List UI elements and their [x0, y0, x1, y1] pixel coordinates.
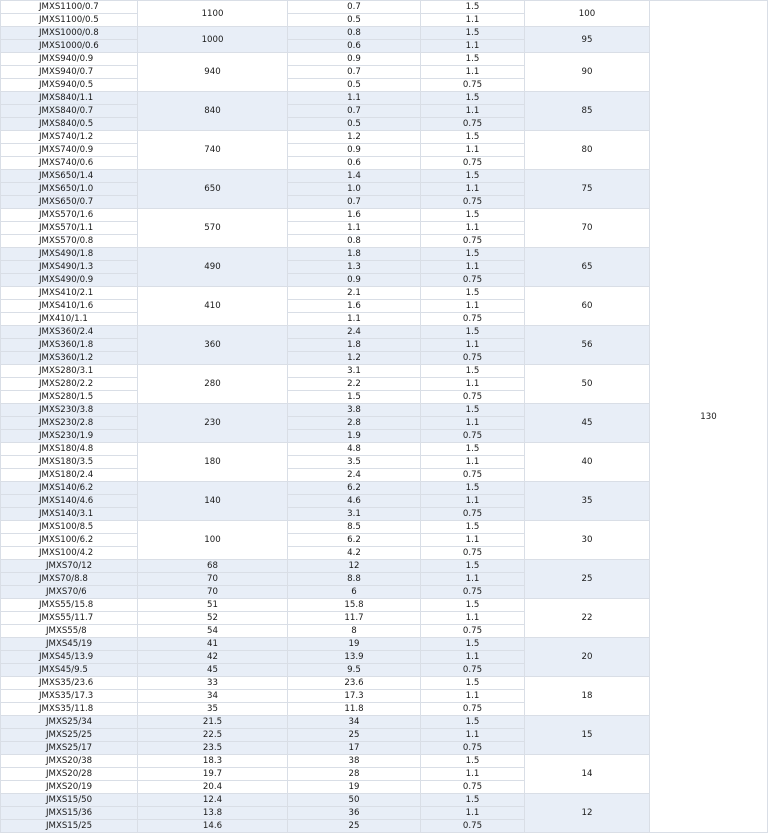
col3-cell: 2.4	[288, 326, 421, 339]
col4-cell: 1.5	[421, 482, 525, 495]
model-cell: JMXS45/19	[1, 638, 138, 651]
col3-cell: 15.8	[288, 599, 421, 612]
col4-cell: 1.5	[421, 794, 525, 807]
col4-cell: 1.5	[421, 27, 525, 40]
col4-cell: 1.1	[421, 495, 525, 508]
col2-cell: 360	[138, 326, 288, 365]
col2-cell: 45	[138, 664, 288, 677]
col4-cell: 1.1	[421, 222, 525, 235]
model-cell: JMXS940/0.5	[1, 79, 138, 92]
model-cell: JMXS1000/0.8	[1, 27, 138, 40]
col5-cell: 70	[525, 209, 650, 248]
col3-cell: 0.9	[288, 53, 421, 66]
col3-cell: 0.5	[288, 79, 421, 92]
col3-cell: 1.8	[288, 339, 421, 352]
model-cell: JMXS35/23.6	[1, 677, 138, 690]
col3-cell: 2.4	[288, 469, 421, 482]
model-cell: JMXS140/6.2	[1, 482, 138, 495]
col2-cell: 13.8	[138, 807, 288, 820]
col3-cell: 17	[288, 742, 421, 755]
col2-cell: 23.5	[138, 742, 288, 755]
model-cell: JMXS410/1.6	[1, 300, 138, 313]
col4-cell: 0.75	[421, 508, 525, 521]
col3-cell: 23.6	[288, 677, 421, 690]
col3-cell: 0.7	[288, 1, 421, 14]
col2-cell: 940	[138, 53, 288, 92]
col4-cell: 0.75	[421, 742, 525, 755]
model-cell: JMXS140/3.1	[1, 508, 138, 521]
col3-cell: 8.8	[288, 573, 421, 586]
model-cell: JMXS140/4.6	[1, 495, 138, 508]
col3-cell: 1.1	[288, 313, 421, 326]
col2-cell: 410	[138, 287, 288, 326]
col2-cell: 54	[138, 625, 288, 638]
col4-cell: 0.75	[421, 391, 525, 404]
col4-cell: 0.75	[421, 469, 525, 482]
col4-cell: 1.1	[421, 534, 525, 547]
col4-cell: 1.1	[421, 144, 525, 157]
col3-cell: 0.9	[288, 274, 421, 287]
model-cell: JMXS280/3.1	[1, 365, 138, 378]
col4-cell: 0.75	[421, 625, 525, 638]
col4-cell: 1.1	[421, 807, 525, 820]
col4-cell: 1.5	[421, 131, 525, 144]
model-cell: JMXS1100/0.5	[1, 14, 138, 27]
col2-cell: 12.4	[138, 794, 288, 807]
model-cell: JMXS35/11.8	[1, 703, 138, 716]
model-cell: JMXS20/28	[1, 768, 138, 781]
model-cell: JMXS650/1.0	[1, 183, 138, 196]
col2-cell: 1000	[138, 27, 288, 53]
col4-cell: 1.1	[421, 768, 525, 781]
col3-cell: 1.0	[288, 183, 421, 196]
model-cell: JMXS360/2.4	[1, 326, 138, 339]
col2-cell: 42	[138, 651, 288, 664]
col3-cell: 12	[288, 560, 421, 573]
col4-cell: 1.1	[421, 417, 525, 430]
model-cell: JMX410/1.1	[1, 313, 138, 326]
col3-cell: 2.8	[288, 417, 421, 430]
col4-cell: 1.5	[421, 755, 525, 768]
col4-cell: 1.1	[421, 456, 525, 469]
col2-cell: 41	[138, 638, 288, 651]
col4-cell: 0.75	[421, 586, 525, 599]
col3-cell: 34	[288, 716, 421, 729]
col2-cell: 1100	[138, 1, 288, 27]
model-cell: JMXS35/17.3	[1, 690, 138, 703]
col3-cell: 1.5	[288, 391, 421, 404]
side-value-cell: 130	[650, 1, 768, 833]
col5-cell: 25	[525, 560, 650, 599]
col5-cell: 100	[525, 1, 650, 27]
model-cell: JMXS650/1.4	[1, 170, 138, 183]
col3-cell: 0.7	[288, 66, 421, 79]
col2-cell: 22.5	[138, 729, 288, 742]
col3-cell: 1.1	[288, 92, 421, 105]
model-cell: JMXS840/1.1	[1, 92, 138, 105]
model-cell: JMXS20/19	[1, 781, 138, 794]
col3-cell: 2.2	[288, 378, 421, 391]
col2-cell: 21.5	[138, 716, 288, 729]
col3-cell: 4.2	[288, 547, 421, 560]
col4-cell: 1.1	[421, 612, 525, 625]
col3-cell: 1.2	[288, 352, 421, 365]
col3-cell: 3.5	[288, 456, 421, 469]
col4-cell: 1.1	[421, 40, 525, 53]
col3-cell: 0.8	[288, 27, 421, 40]
model-cell: JMXS740/0.6	[1, 157, 138, 170]
spec-table-body	[1, 1, 768, 833]
col3-cell: 13.9	[288, 651, 421, 664]
col4-cell: 1.5	[421, 404, 525, 417]
col2-cell: 840	[138, 92, 288, 131]
col2-cell: 18.3	[138, 755, 288, 768]
col3-cell: 0.8	[288, 235, 421, 248]
col4-cell: 1.5	[421, 560, 525, 573]
model-cell: JMXS45/9.5	[1, 664, 138, 677]
col5-cell: 40	[525, 443, 650, 482]
col4-cell: 1.5	[421, 677, 525, 690]
col4-cell: 0.75	[421, 547, 525, 560]
model-cell: JMXS180/4.8	[1, 443, 138, 456]
model-cell: JMXS940/0.9	[1, 53, 138, 66]
col3-cell: 1.6	[288, 300, 421, 313]
model-cell: JMXS840/0.5	[1, 118, 138, 131]
col3-cell: 1.1	[288, 222, 421, 235]
col2-cell: 180	[138, 443, 288, 482]
model-cell: JMXS100/4.2	[1, 547, 138, 560]
col3-cell: 0.5	[288, 14, 421, 27]
model-cell: JMXS100/6.2	[1, 534, 138, 547]
col3-cell: 36	[288, 807, 421, 820]
col4-cell: 1.1	[421, 105, 525, 118]
model-cell: JMXS570/1.6	[1, 209, 138, 222]
col4-cell: 0.75	[421, 781, 525, 794]
col5-cell: 12	[525, 794, 650, 833]
col5-cell: 65	[525, 248, 650, 287]
model-cell: JMXS15/50	[1, 794, 138, 807]
col2-cell: 35	[138, 703, 288, 716]
model-cell: JMXS490/1.8	[1, 248, 138, 261]
col5-cell: 90	[525, 53, 650, 92]
col4-cell: 0.75	[421, 352, 525, 365]
model-cell: JMXS15/36	[1, 807, 138, 820]
col5-cell: 80	[525, 131, 650, 170]
col4-cell: 1.5	[421, 443, 525, 456]
col3-cell: 1.2	[288, 131, 421, 144]
model-cell: JMXS20/38	[1, 755, 138, 768]
model-cell: JMXS840/0.7	[1, 105, 138, 118]
col3-cell: 1.9	[288, 430, 421, 443]
col5-cell: 15	[525, 716, 650, 755]
col3-cell: 0.7	[288, 196, 421, 209]
col3-cell: 3.8	[288, 404, 421, 417]
col4-cell: 1.1	[421, 261, 525, 274]
col4-cell: 1.1	[421, 378, 525, 391]
col2-cell: 20.4	[138, 781, 288, 794]
col2-cell: 68	[138, 560, 288, 573]
col5-cell: 60	[525, 287, 650, 326]
col4-cell: 0.75	[421, 313, 525, 326]
col5-cell: 30	[525, 521, 650, 560]
col2-cell: 34	[138, 690, 288, 703]
col3-cell: 8.5	[288, 521, 421, 534]
col4-cell: 1.5	[421, 716, 525, 729]
col2-cell: 140	[138, 482, 288, 521]
model-cell: JMXS410/2.1	[1, 287, 138, 300]
col5-cell: 56	[525, 326, 650, 365]
col3-cell: 6.2	[288, 534, 421, 547]
col4-cell: 1.1	[421, 729, 525, 742]
col3-cell: 19	[288, 781, 421, 794]
col3-cell: 11.8	[288, 703, 421, 716]
model-cell: JMXS360/1.2	[1, 352, 138, 365]
col4-cell: 1.1	[421, 690, 525, 703]
col3-cell: 28	[288, 768, 421, 781]
col4-cell: 1.5	[421, 365, 525, 378]
col3-cell: 0.6	[288, 40, 421, 53]
table-row	[1, 1, 768, 14]
model-cell: JMXS100/8.5	[1, 521, 138, 534]
model-cell: JMXS70/12	[1, 560, 138, 573]
col5-cell: 35	[525, 482, 650, 521]
model-cell: JMXS70/8.8	[1, 573, 138, 586]
model-cell: JMXS15/25	[1, 820, 138, 833]
col2-cell: 280	[138, 365, 288, 404]
model-cell: JMXS25/34	[1, 716, 138, 729]
col5-cell: 50	[525, 365, 650, 404]
model-cell: JMXS740/0.9	[1, 144, 138, 157]
model-cell: JMXS180/2.4	[1, 469, 138, 482]
col3-cell: 6	[288, 586, 421, 599]
model-cell: JMXS70/6	[1, 586, 138, 599]
col5-cell: 20	[525, 638, 650, 677]
model-cell: JMXS25/17	[1, 742, 138, 755]
col2-cell: 100	[138, 521, 288, 560]
col4-cell: 1.5	[421, 170, 525, 183]
col5-cell: 45	[525, 404, 650, 443]
model-cell: JMXS230/1.9	[1, 430, 138, 443]
col3-cell: 1.8	[288, 248, 421, 261]
col3-cell: 3.1	[288, 365, 421, 378]
col3-cell: 4.6	[288, 495, 421, 508]
col3-cell: 0.7	[288, 105, 421, 118]
col3-cell: 0.9	[288, 144, 421, 157]
model-cell: JMXS570/0.8	[1, 235, 138, 248]
col5-cell: 85	[525, 92, 650, 131]
col3-cell: 4.8	[288, 443, 421, 456]
col2-cell: 14.6	[138, 820, 288, 833]
model-cell: JMXS280/1.5	[1, 391, 138, 404]
col5-cell: 22	[525, 599, 650, 638]
col3-cell: 25	[288, 729, 421, 742]
col3-cell: 2.1	[288, 287, 421, 300]
col4-cell: 1.5	[421, 248, 525, 261]
col3-cell: 0.6	[288, 157, 421, 170]
col4-cell: 1.5	[421, 1, 525, 14]
col2-cell: 740	[138, 131, 288, 170]
col4-cell: 1.5	[421, 638, 525, 651]
col3-cell: 0.5	[288, 118, 421, 131]
col4-cell: 0.75	[421, 703, 525, 716]
col4-cell: 1.5	[421, 209, 525, 222]
col4-cell: 1.5	[421, 521, 525, 534]
col2-cell: 52	[138, 612, 288, 625]
model-cell: JMXS55/8	[1, 625, 138, 638]
col4-cell: 0.75	[421, 235, 525, 248]
model-cell: JMXS360/1.8	[1, 339, 138, 352]
col4-cell: 0.75	[421, 79, 525, 92]
model-cell: JMXS740/1.2	[1, 131, 138, 144]
col2-cell: 33	[138, 677, 288, 690]
col3-cell: 17.3	[288, 690, 421, 703]
model-cell: JMXS570/1.1	[1, 222, 138, 235]
col2-cell: 19.7	[138, 768, 288, 781]
col4-cell: 1.5	[421, 599, 525, 612]
col4-cell: 0.75	[421, 118, 525, 131]
col3-cell: 11.7	[288, 612, 421, 625]
col2-cell: 230	[138, 404, 288, 443]
col2-cell: 70	[138, 573, 288, 586]
model-cell: JMXS180/3.5	[1, 456, 138, 469]
col5-cell: 14	[525, 755, 650, 794]
col4-cell: 1.1	[421, 651, 525, 664]
col3-cell: 25	[288, 820, 421, 833]
model-cell: JMXS490/1.3	[1, 261, 138, 274]
model-cell: JMXS230/3.8	[1, 404, 138, 417]
col2-cell: 570	[138, 209, 288, 248]
col4-cell: 1.5	[421, 53, 525, 66]
col4-cell: 0.75	[421, 664, 525, 677]
col3-cell: 50	[288, 794, 421, 807]
model-cell: JMXS1100/0.7	[1, 1, 138, 14]
col4-cell: 1.5	[421, 326, 525, 339]
col4-cell: 1.1	[421, 300, 525, 313]
col3-cell: 1.4	[288, 170, 421, 183]
col4-cell: 0.75	[421, 820, 525, 833]
col4-cell: 1.1	[421, 183, 525, 196]
model-cell: JMXS280/2.2	[1, 378, 138, 391]
model-cell: JMXS1000/0.6	[1, 40, 138, 53]
col2-cell: 70	[138, 586, 288, 599]
col5-cell: 95	[525, 27, 650, 53]
model-cell: JMXS940/0.7	[1, 66, 138, 79]
model-cell: JMXS45/13.9	[1, 651, 138, 664]
model-cell: JMXS650/0.7	[1, 196, 138, 209]
col5-cell: 18	[525, 677, 650, 716]
col3-cell: 8	[288, 625, 421, 638]
col4-cell: 1.1	[421, 573, 525, 586]
col4-cell: 1.1	[421, 339, 525, 352]
col3-cell: 1.3	[288, 261, 421, 274]
col4-cell: 1.5	[421, 287, 525, 300]
model-cell: JMXS25/25	[1, 729, 138, 742]
col2-cell: 490	[138, 248, 288, 287]
model-cell: JMXS55/11.7	[1, 612, 138, 625]
model-cell: JMXS490/0.9	[1, 274, 138, 287]
col3-cell: 38	[288, 755, 421, 768]
col3-cell: 6.2	[288, 482, 421, 495]
col5-cell: 75	[525, 170, 650, 209]
col3-cell: 9.5	[288, 664, 421, 677]
col4-cell: 0.75	[421, 430, 525, 443]
col3-cell: 3.1	[288, 508, 421, 521]
col4-cell: 1.1	[421, 14, 525, 27]
model-cell: JMXS230/2.8	[1, 417, 138, 430]
model-cell: JMXS55/15.8	[1, 599, 138, 612]
col4-cell: 0.75	[421, 274, 525, 287]
col2-cell: 51	[138, 599, 288, 612]
col3-cell: 1.6	[288, 209, 421, 222]
col4-cell: 1.5	[421, 92, 525, 105]
col4-cell: 0.75	[421, 196, 525, 209]
col3-cell: 19	[288, 638, 421, 651]
col2-cell: 650	[138, 170, 288, 209]
col4-cell: 1.1	[421, 66, 525, 79]
col4-cell: 0.75	[421, 157, 525, 170]
